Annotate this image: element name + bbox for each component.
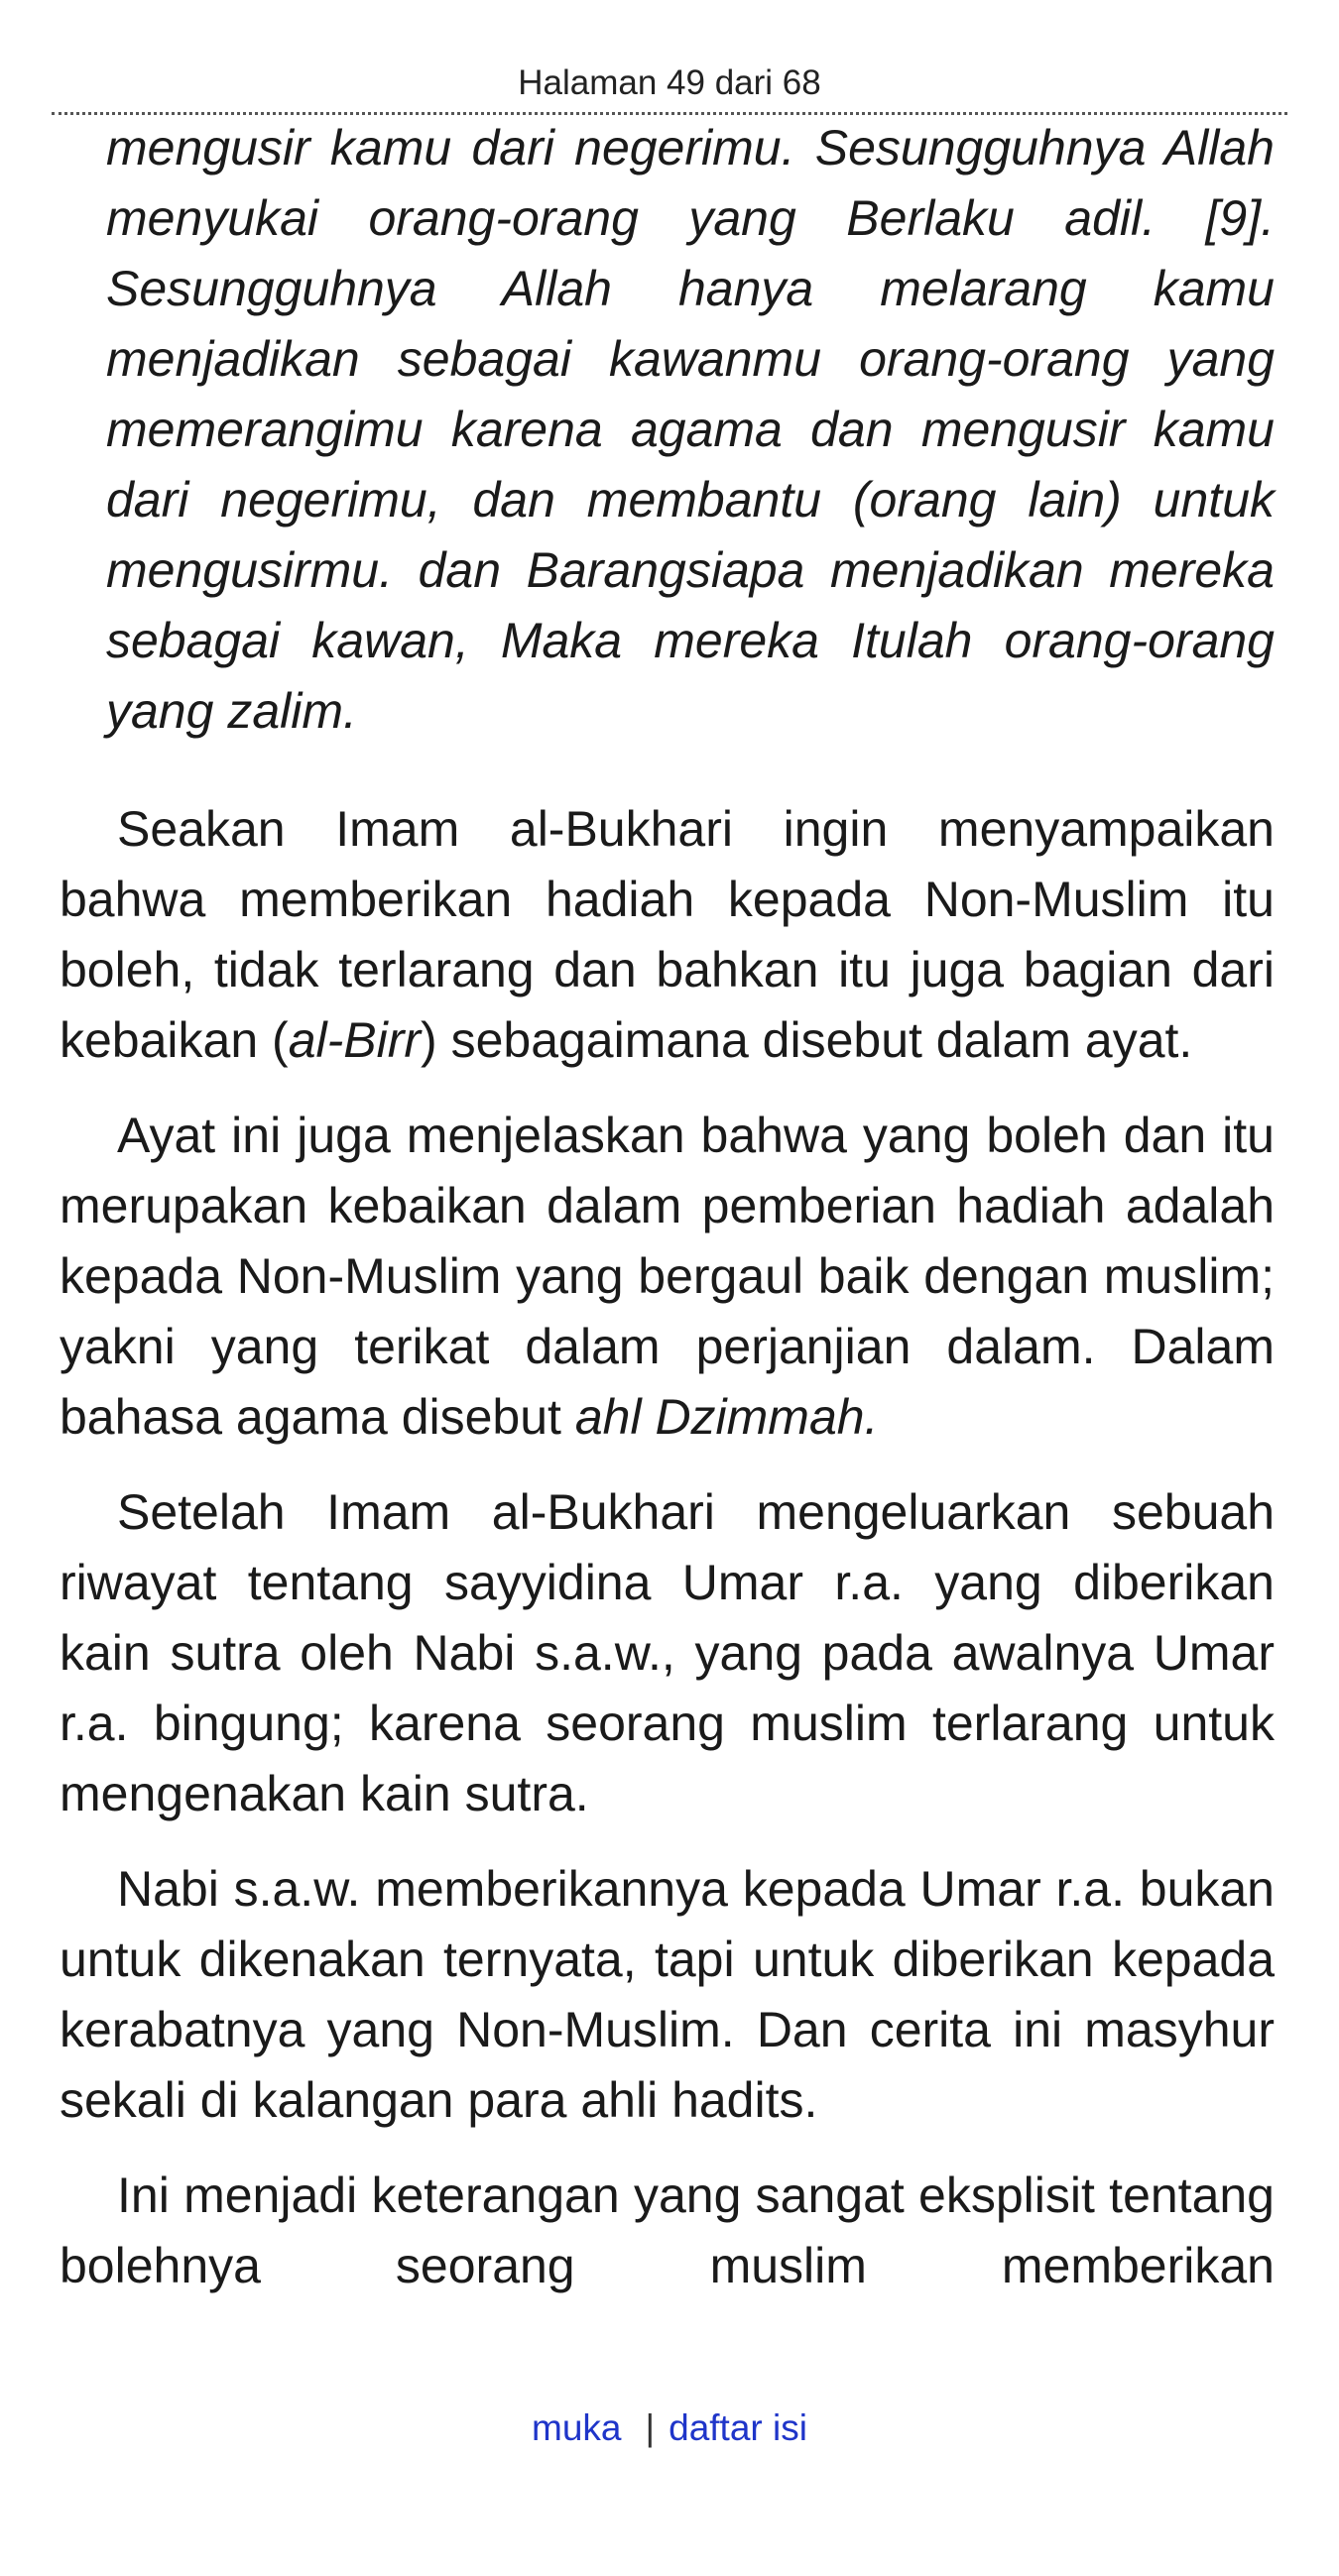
paragraph-1	[60, 794, 1275, 1076]
paragraph-3: Setelah Imam al-Bukhari mengeluarkan sebuah riwayat tentang sayyidina Umar r.a. yang diberikan kain sutra oleh Nabi s.a.w., yang pada awalnya Umar r.a. bingung; karena seorang muslim terlarang untuk mengenakan kain sutra.	[60, 1484, 1275, 1821]
paragraph-5: Ini menjadi keterangan yang sangat eksplisit tentang bolehnya seorang muslim memberikan	[60, 2167, 1275, 2293]
paragraph-2-text: Ayat ini juga menjelaskan bahwa yang boleh dan itu merupakan kebaikan dalam pemberian hadiah adalah kepada Non-Muslim yang bergaul baik dengan muslim; yakni yang terikat dalam perjanjian dalam. Dalam bahasa agama disebut	[60, 1108, 1275, 1445]
table-of-contents-link[interactable]: daftar isi	[669, 2407, 807, 2448]
paragraph-1-text-a: Seakan Imam al-Bukhari ingin menyampaikan bahwa memberikan hadiah kepada Non-Muslim itu boleh, tidak terlarang dan bahkan itu juga bagian dari kebaikan (	[60, 801, 1275, 1068]
paragraph-4: Nabi s.a.w. memberikannya kepada Umar r.a. bukan untuk dikenakan ternyata, tapi untuk diberikan kepada kerabatnya yang Non-Muslim. Dan cerita ini masyhur sekali di kalangan para ahli hadits.	[60, 1861, 1275, 2128]
page-indicator: Halaman 49 dari 68	[518, 63, 821, 102]
paragraph-2-term: ahl Dzimmah.	[574, 1389, 879, 1445]
paragraph-1-text-b: ) sebagaimana disebut dalam ayat.	[421, 1012, 1193, 1068]
paragraph-1-term: al-Birr	[288, 1012, 422, 1068]
page-content	[60, 113, 1275, 2301]
paragraph-2	[60, 1101, 1275, 1453]
footer-nav	[0, 2403, 1339, 2453]
nav-separator: |	[645, 2407, 656, 2448]
quran-quote: mengusir kamu dari negerimu. Sesungguhnya Allah menyukai orang-orang yang Berlaku adil. [9]. Sesungguhnya Allah hanya melarang kamu menjadikan sebagai kawanmu orang-orang yang memerangimu karena agama dan mengusir kamu dari negerimu, dan membantu (orang lain) untuk mengusirmu. dan Barangsiapa menjadikan mereka sebagai kawan, Maka mereka Itulah orang-orang yang zalim.	[106, 120, 1275, 739]
home-link[interactable]: muka	[532, 2407, 622, 2448]
